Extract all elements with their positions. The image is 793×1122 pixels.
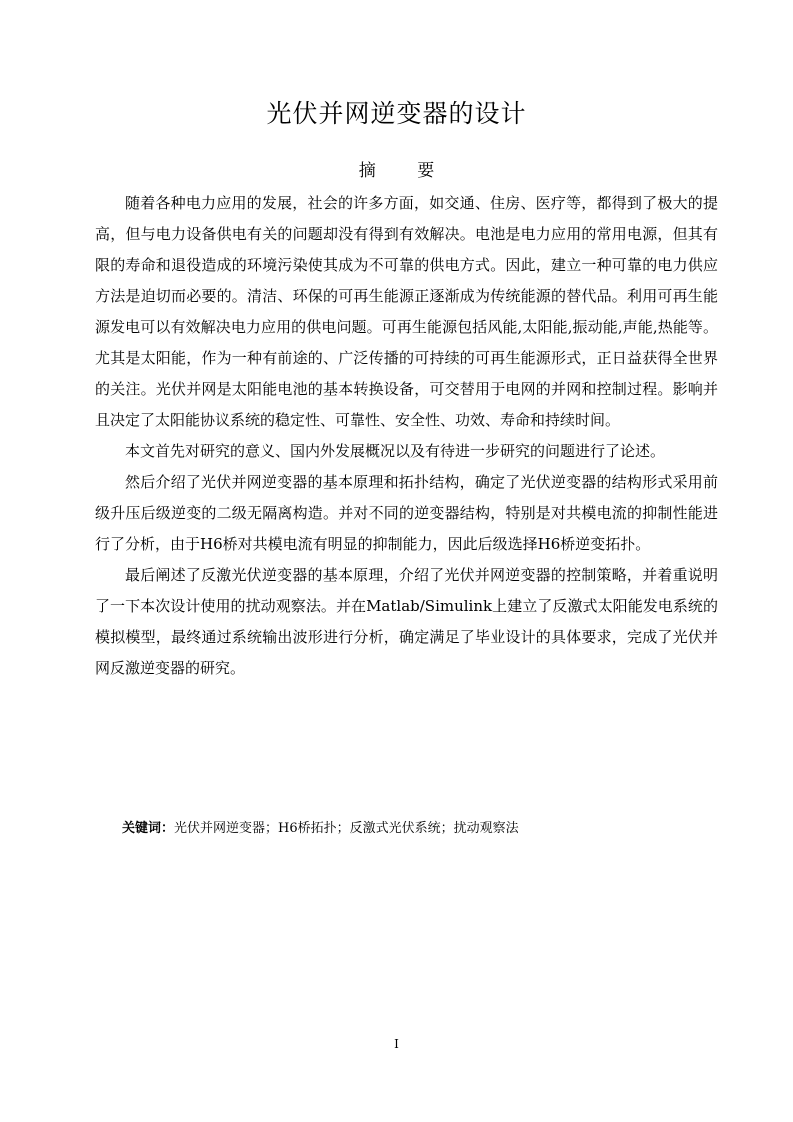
abstract-paragraph-1: 随着各种电力应用的发展，社会的许多方面，如交通、住房、医疗等，都得到了极大的提高，但与电力设备供电有关的问题却没有得到有效解决。电池是电力应用的常用电源，但其有限的寿命和退役造成的环境污染使其成为不可靠的供电方式。因此，建立一种可靠的电力供应方法是迫切而必要的。清洁、环保的可再生能源正逐渐成为传统能源的替代品。利用可再生能源发电可以有效解决电力应用的供电问题。可再生能源包括风能,太阳能,振动能,声能,热能等。尤其是太阳能，作为一种有前途的、广泛传播的可持续的可再生能源形式，正日益获得全世界的关注。光伏并网是太阳能电池的基本转换设备，可交替用于电网的并网和控制过程。影响并且决定了太阳能协议系统的稳定性、可靠性、安全性、功效、寿命和持续时间。 — [95, 194, 718, 429]
abstract-heading: 摘 要 — [358, 161, 453, 181]
keywords-text: 光伏并网逆变器；H6桥拓扑；反激式光伏系统；扰动观察法 — [174, 821, 519, 836]
abstract-paragraph-2: 本文首先对研究的意义、国内外发展概况以及有待进一步研究的问题进行了论述。 — [125, 442, 666, 460]
abstract-paragraph-3: 然后介绍了光伏并网逆变器的基本原理和拓扑结构，确定了光伏逆变器的结构形式采用前级升压后级逆变的二级无隔离构造。并对不同的逆变器结构，特别是对共模电流的抑制性能进行了分析，由于H6桥对共模电流有明显的抑制能力，因此后级选择H6桥逆变拓扑。 — [95, 473, 718, 553]
page-number: I — [394, 1037, 399, 1051]
keywords-line — [122, 818, 519, 840]
abstract-body — [95, 188, 718, 684]
abstract-paragraph-4: 最后阐述了反激光伏逆变器的基本原理，介绍了光伏并网逆变器的控制策略，并着重说明了一下本次设计使用的扰动观察法。并在Matlab/Simulink上建立了反激式太阳能发电系统的模拟模型，最终通过系统输出波形进行分析，确定满足了毕业设计的具体要求，完成了光伏并网反激逆变器的研究。 — [95, 566, 718, 677]
document-title: 光伏并网逆变器的设计 — [266, 99, 527, 128]
keywords-label: 关键词： — [122, 821, 175, 836]
